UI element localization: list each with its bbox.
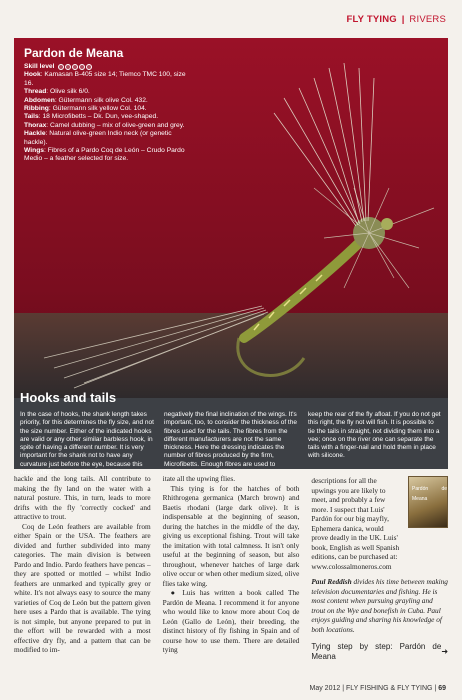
body-column-3 [311, 474, 448, 661]
page-footer: May 2012 | FLY FISHING & FLY TYING | 69 [309, 685, 446, 692]
paragraph: This tying is for the hatches of both Rhithrogena germanica (March brown) and Baetis rhodani (large dark olive). It is indispensable at the beginning of season, during the hatches in the middle of the day, giving us exceptional fishing. Trout will take the imitation with total calmness. It isn't only useful at the beginning of season, but also throughout, whenever hatches of large dark olive occur or when other medium sized, olive flies take wing. [162, 483, 300, 588]
book-cover-title: Pardón de Meana [412, 486, 448, 502]
skill-level-label: Skill level [24, 63, 55, 70]
recipe-thorax: Thorax: Camel dubbing – mix of olive-green and grey. [24, 121, 185, 129]
paragraph: hackle and the long tails. All contribute to making the fly land on the water with a natural posture. This, in turn, leads to more drifts with the fly 'correctly cocked' and attractive to trout. [14, 474, 151, 521]
body-column-1 [14, 474, 151, 661]
footer-issue: May 2012 [309, 685, 341, 692]
skill-dot-icon [58, 64, 64, 70]
recipe-box [24, 46, 192, 164]
next-page-label: Tying step by step: Pardón de Meana [311, 642, 442, 661]
subsection-label: RIVERS [409, 14, 446, 25]
next-page-link[interactable] [311, 642, 448, 661]
skill-dot-icon [79, 64, 85, 70]
hooks-and-tails-title: Hooks and tails [20, 390, 117, 405]
paragraph: itate all the upwing flies. [162, 474, 236, 483]
footer-magazine: FLY FISHING & FLY TYING [345, 685, 433, 692]
page-number: 69 [438, 685, 446, 692]
skill-dot-icon [72, 64, 78, 70]
recipe-tails: Tails: 18 Microfibetts – Dk. Dun, vee-shaped. [24, 113, 159, 121]
body-column-2 [163, 474, 300, 661]
recipe-abdomen: Abdomen: Gütermann silk olive Col. 432. [24, 96, 148, 104]
skill-level [24, 63, 192, 71]
author-bio: Paul Reddish divides his time between making television documentaries and fishing. He is most content when pursuing grayling and trout on the Wye and bonefish in Cuba. Paul enjoys guiding and sharing his knowledge of both locations. [311, 577, 448, 634]
recipe-wings: Wings: Fibres of a Pardo Coq de León – Crudo Pardo Medio – a feather selected for size. [24, 147, 185, 163]
arrow-right-icon: ➜ [441, 646, 449, 656]
section-label: FLY TYING [346, 14, 397, 25]
paragraph: descriptions for all the upwings you are likely to meet, and probably a few more. I suspect that Luis' Pardón for our big mayfly, Ephemera danica, would prove deadly in the UK. Luis' book, English as well Spanish editions, can be purchased at: www.colossalmoneros.com [311, 476, 400, 571]
recipe-thread: Thread: Olive silk 6/0. [24, 88, 90, 96]
recipe-hackle: Hackle: Natural olive-green Indio neck (or genetic hackle). [24, 130, 172, 146]
book-cover-image [408, 476, 448, 528]
recipe-hook: Hook: Kamasan B-405 size 14; Tiemco TMC 100, size 16. [24, 71, 186, 87]
skill-dot-icon [86, 64, 92, 70]
hooks-col-2: negatively the final inclination of the wings. It's important, too, to consider the thickness of the fibres used for the tails. The fibres from the different manufacturers are not the same thickness. Here the dressing indicates the number of fibres produced by the firm, Microfibetts. Enough fibres are used to [164, 411, 297, 468]
fly-title: Pardon de Meana [24, 46, 124, 60]
paragraph: ● Luis has written a book called The Pardón de Meana. I recommend it for anyone who would like to know more about Coq de León (Gallo de León), their breeding, the distinct history of fly fishing in Spain and of course how to use them. There are detailed tying [162, 588, 300, 654]
paragraph: Coq de León feathers are available from either Spain or the USA. The feathers are divided and further subdivided into many categories. The main division is between Pardo and Indio. Pardo feathers have pencas – they are spotted or mottled – whilst Indio feathers are unmarked and typically grey or white. It's not always easy to source the many varieties of Coq de León but the pattern given here uses a Pardo that is available. The tying is not simple, but anyone prepared to put in the effort will be rewarded with a most effective dry fly, and a pattern that can be modified to im- [14, 521, 151, 654]
header-separator: | [401, 14, 405, 25]
hooks-col-3: keep the rear of the fly afloat. If you do not get this right, the fly not will fish. It is possible to tie the tails in straight, not dividing them into a vee; once on the river one can separate the tails with a finger-nail and hold them in place with silicone. [308, 411, 441, 460]
skill-level-dots [58, 64, 92, 70]
hooks-col-1: In the case of hooks, the shank length takes priority, for this determines the fly size, and not the size number. Either of the indicated hooks are valid or any other similar barbless hook, in spite of having a different number. It is very important for the shank not to have any curvature just before the eye, because this would affect [20, 411, 154, 477]
hooks-and-tails-box [14, 390, 448, 477]
recipe-ribbing: Ribbing: Gütermann silk yellow Col. 104. [24, 105, 147, 113]
skill-dot-icon [65, 64, 71, 70]
fly-photo-panel [14, 38, 448, 398]
article-body [14, 474, 448, 661]
running-header [347, 14, 447, 25]
